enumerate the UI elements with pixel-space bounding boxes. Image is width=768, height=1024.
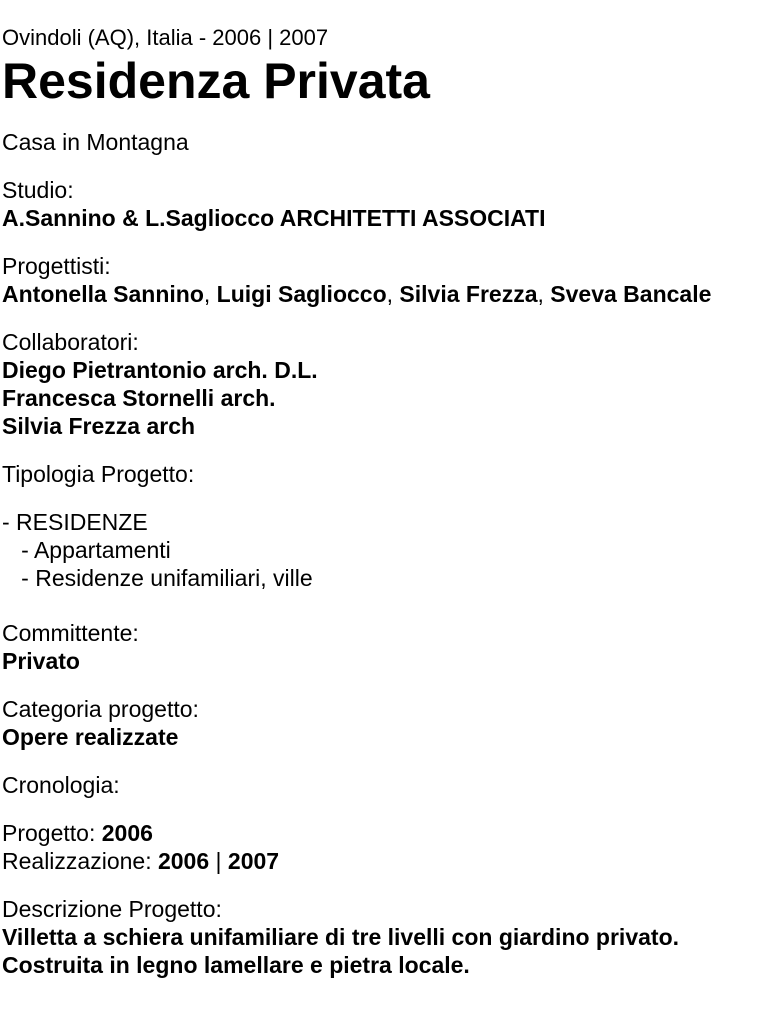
tipologia-subitem: - Appartamenti (2, 537, 171, 563)
page-title: Residenza Privata (2, 53, 430, 109)
realizzazione-label: Realizzazione: (2, 848, 158, 874)
separator: , (203, 281, 217, 307)
progettista-name: Silvia Frezza (399, 281, 538, 307)
descrizione-label: Descrizione Progetto: (2, 896, 222, 922)
committente-label: Committente: (2, 620, 139, 646)
categoria-value: Opere realizzate (2, 724, 179, 750)
collaboratori-label: Collaboratori: (2, 329, 139, 355)
committente-value: Privato (2, 648, 80, 674)
collaboratore-name: Silvia Frezza arch (2, 413, 196, 439)
progetto-label: Progetto: (2, 820, 102, 846)
progetto-year: 2006 (101, 820, 153, 846)
descrizione-line: Costruita in legno lamellare e pietra locale. (2, 952, 470, 978)
separator: , (386, 281, 400, 307)
cronologia-label: Cronologia: (2, 772, 120, 798)
progettista-name: Luigi Sagliocco (216, 281, 387, 307)
studio-label: Studio: (2, 177, 74, 203)
realizzazione-end-year: 2007 (227, 848, 280, 874)
collaboratore-name: Francesca Stornelli arch. (2, 385, 276, 411)
project-subtitle: Casa in Montagna (2, 129, 189, 155)
realizzazione-year-row (2, 847, 764, 875)
progettista-name: Sveva Bancale (550, 281, 712, 307)
project-location: Ovindoli (AQ), Italia - 2006 | 2007 (2, 25, 329, 50)
progetto-year-row (2, 819, 764, 847)
separator: , (537, 281, 551, 307)
categoria-label: Categoria progetto: (2, 696, 199, 722)
realizzazione-start-year: 2006 (157, 848, 210, 874)
year-separator: | (209, 848, 228, 874)
studio-value: A.Sannino & L.Sagliocco ARCHITETTI ASSOCIATI (2, 205, 546, 231)
project-sheet (2, 24, 764, 979)
descrizione-line: Villetta a schiera unifamiliare di tre livelli con giardino privato. (2, 924, 680, 950)
progettisti-list (2, 280, 764, 308)
tipologia-label: Tipologia Progetto: (2, 461, 195, 487)
progettisti-label: Progettisti: (2, 253, 111, 279)
tipologia-item: - RESIDENZE (2, 509, 148, 535)
collaboratore-name: Diego Pietrantonio arch. D.L. (2, 357, 318, 383)
progettista-name: Antonella Sannino (2, 281, 204, 307)
tipologia-subitem: - Residenze unifamiliari, ville (2, 565, 313, 591)
